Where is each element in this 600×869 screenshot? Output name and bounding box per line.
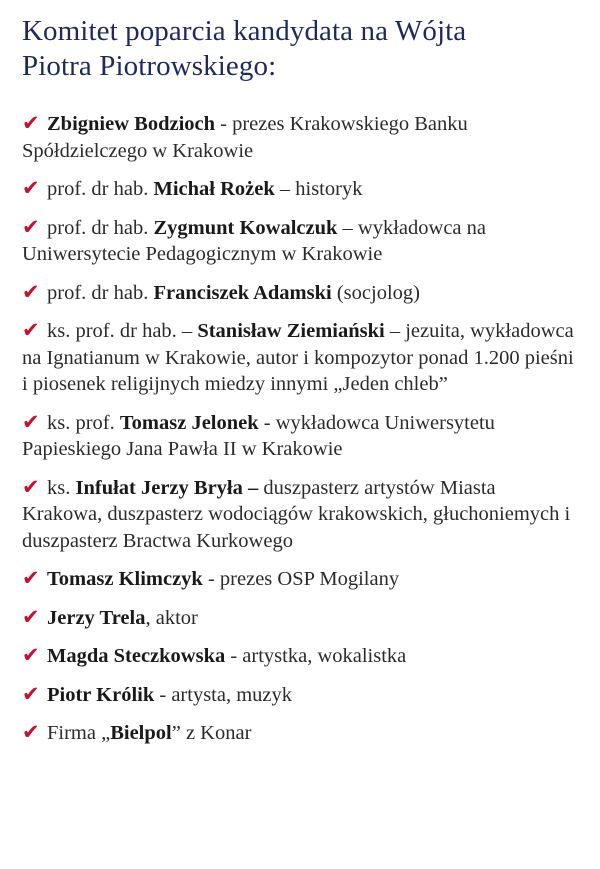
list-item (22, 280, 580, 307)
check-icon: ✔ (22, 176, 40, 200)
item-description: - artysta, muzyk (154, 683, 293, 706)
item-description: duszpasterz artystów Miasta Krakowa, duszpasterz wodociągów krakowskich, głuchoniemych i duszpasterz Bractwa Kurkowego (22, 476, 571, 552)
supporter-name: Zygmunt Kowalczuk (153, 216, 338, 239)
item-description: – wykładowca na Uniwersytecie Pedagogicznym w Krakowie (22, 216, 486, 265)
item-prefix: prof. dr hab. (47, 178, 154, 200)
item-prefix: prof. dr hab. (47, 216, 154, 239)
check-icon: ✔ (22, 643, 40, 667)
supporter-name: Piotr Królik (47, 683, 155, 706)
title-line-2: Piotra Piotrowskiego: (22, 50, 277, 82)
list-item (22, 176, 580, 203)
item-description: ” z Konar (171, 722, 252, 744)
check-icon: ✔ (22, 720, 40, 744)
check-icon: ✔ (22, 681, 40, 706)
list-item (22, 111, 580, 164)
supporter-name: Infułat Jerzy Bryła – (75, 476, 259, 499)
check-icon: ✔ (22, 214, 40, 239)
item-description: - prezes Krakowskiego Banku Spółdzielczego w Krakowie (22, 113, 468, 162)
check-icon: ✔ (22, 318, 40, 342)
item-description: - artystka, wokalistka (225, 645, 407, 667)
list-item (22, 720, 580, 747)
check-icon: ✔ (22, 279, 40, 304)
item-description: , aktor (145, 606, 198, 629)
supporter-name: Tomasz Klimczyk (47, 568, 203, 590)
check-icon: ✔ (22, 566, 40, 590)
item-description: (socjolog) (331, 281, 420, 304)
supporter-name: Magda Steczkowska (47, 645, 226, 667)
list-item (22, 566, 580, 593)
check-icon: ✔ (22, 409, 40, 434)
item-description: – jezuita, wykładowca na Ignatianum w Krakowie, autor i kompozytor ponad 1.200 pieśni i piosenek religijnych miedzy innymi „Jeden chleb” (22, 320, 574, 395)
item-description: – historyk (274, 178, 363, 200)
item-description: - wykładowca Uniwersytetu Papieskiego Jana Pawła II w Krakowie (22, 411, 495, 460)
item-prefix: ks. prof. dr hab. – (47, 320, 198, 342)
supporter-name: Michał Rożek (153, 178, 275, 200)
title-line-1: Komitet poparcia kandydata na Wójta (22, 15, 467, 47)
item-description: - prezes OSP Mogilany (202, 568, 400, 590)
item-prefix: ks. prof. (47, 411, 120, 434)
item-prefix: Firma „ (47, 722, 111, 744)
list-item (22, 475, 580, 555)
supporter-name: Zbigniew Bodzioch (47, 113, 216, 135)
list-item (22, 643, 580, 670)
supporter-name: Bielpol (110, 722, 172, 744)
supporters-list (22, 111, 580, 747)
check-icon: ✔ (22, 474, 40, 499)
supporter-name: Tomasz Jelonek (119, 411, 259, 434)
list-item (22, 215, 580, 268)
supporter-name: Stanisław Ziemiański (197, 320, 385, 342)
list-item (22, 682, 580, 709)
item-prefix: prof. dr hab. (47, 281, 154, 304)
item-prefix: ks. (47, 476, 76, 499)
check-icon: ✔ (22, 604, 40, 629)
list-item (22, 318, 580, 398)
supporter-name: Franciszek Adamski (153, 281, 332, 304)
check-icon: ✔ (22, 111, 40, 135)
list-item (22, 410, 580, 463)
page-title (22, 14, 580, 84)
list-item (22, 605, 580, 632)
supporter-name: Jerzy Trela (47, 606, 146, 629)
